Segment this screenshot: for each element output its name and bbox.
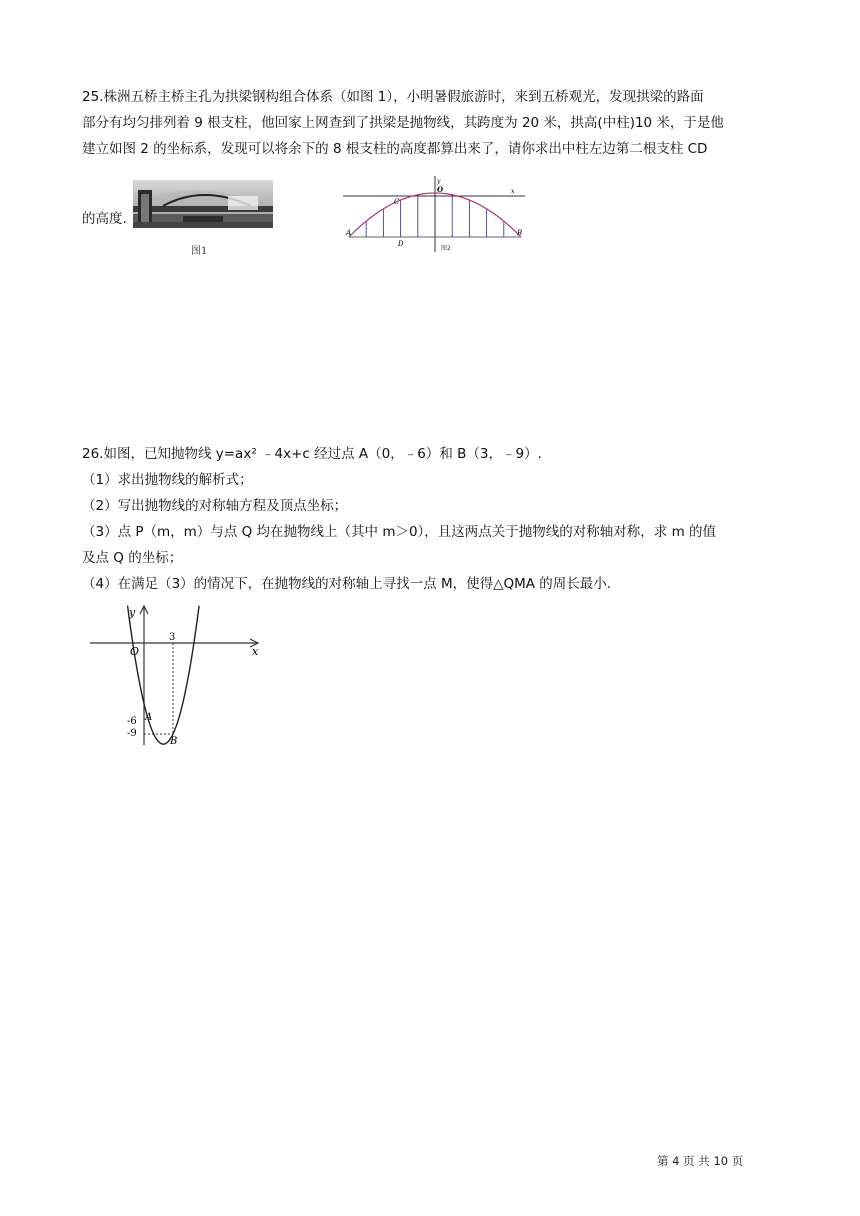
graph-label-3: 3 (169, 632, 176, 643)
page-number: 第 4 页 共 10 页 (657, 1154, 744, 1168)
graph-label-y: y (129, 606, 136, 619)
q26-part-3-cont: 及点 Q 的坐标； (82, 550, 183, 566)
figure-parabola-graph (85, 603, 265, 748)
parabola-svg (85, 603, 265, 748)
q26-part-3: （3）点 P（m，m）与点 Q 均在抛物线上（其中 m＞0），且这两点关于抛物线的对称轴对称，求 m 的值 (82, 524, 717, 540)
q26-line-1: 26.如图，已知抛物线 y=ax² ﹣4x+c 经过点 A（0，﹣6）和 B（3，﹣9）. (82, 446, 542, 462)
page-footer (657, 1153, 743, 1169)
arch-label-x: x (511, 188, 515, 195)
arch-label-d: D (398, 240, 404, 248)
arch-label-c: C (394, 198, 400, 206)
graph-label-a: A (145, 712, 153, 723)
graph-label-neg9: -9 (127, 728, 137, 739)
q25-line-4: 的高度. (82, 211, 127, 227)
q26-part-2: （2）写出抛物线的对称轴方程及顶点坐标； (82, 498, 348, 514)
arch-label-y: y (437, 178, 441, 185)
question-25 (82, 84, 778, 162)
arch-svg (335, 174, 530, 254)
q25-line-3: 建立如图 2 的坐标系，发现可以将余下的 8 根支柱的高度都算出来了，请你求出中柱左边第二根支柱 CD (82, 141, 708, 157)
figure-2-caption: 图2 (441, 245, 451, 252)
graph-parabola (128, 606, 200, 744)
figure-1-bridge-photo (133, 176, 273, 256)
q25-line-1: 25.株洲五桥主桥主孔为拱梁钢构组合体系（如图 1），小明暑假旅游时，来到五桥观光，发现拱梁的路面 (82, 89, 704, 105)
q25-line-2: 部分有均匀排列着 9 根支柱，他回家上网查到了拱梁是抛物线，其跨度为 20 米，拱高(中柱)10 米，于是他 (82, 115, 724, 131)
arch-label-b: B (517, 229, 523, 237)
figure-1-caption: 图1 (191, 246, 208, 257)
graph-label-o: O (130, 645, 140, 658)
graph-label-x: x (252, 645, 259, 658)
figure-2-arch-diagram (335, 174, 530, 254)
graph-label-b: B (170, 736, 178, 747)
q26-part-4: （4）在满足（3）的情况下，在抛物线的对称轴上寻找一点 M，使得△QMA 的周长最小. (82, 576, 612, 592)
q26-part-1: （1）求出抛物线的解析式； (82, 472, 253, 488)
question-26 (82, 441, 778, 597)
arch-label-o: O (437, 185, 444, 194)
arch-label-a: A (346, 229, 352, 237)
graph-label-neg6: -6 (127, 716, 137, 727)
